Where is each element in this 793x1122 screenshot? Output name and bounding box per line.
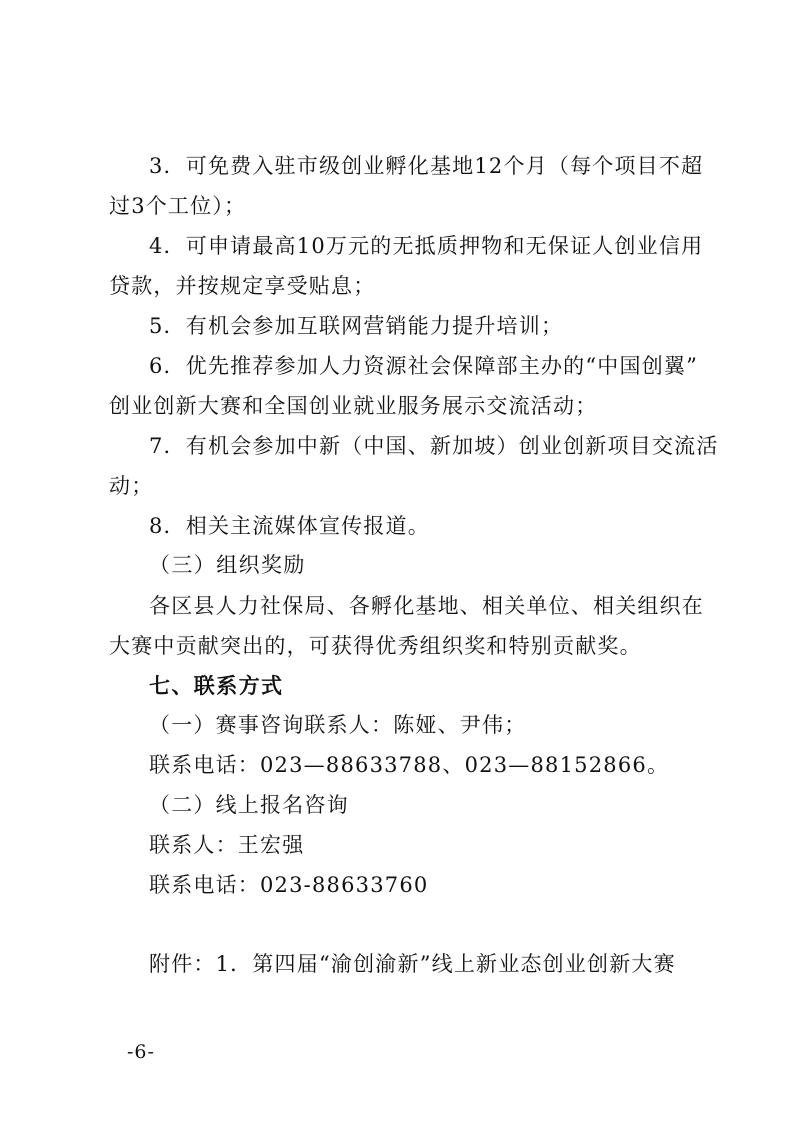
subheading-online-registration: （二）线上报名咨询 xyxy=(149,793,349,817)
online-contact-person: 联系人：王宏强 xyxy=(149,833,305,857)
organization-rewards-line-2: 大赛中贡献突出的，可获得优秀组织奖和特别贡献奖。 xyxy=(109,634,642,658)
item-4-line-2: 贷款，并按规定享受贴息； xyxy=(109,274,376,298)
subheading-organization-rewards: （三）组织奖励 xyxy=(149,553,306,577)
attachment-line: 附件：1．第四届“渝创渝新”线上新业态创业创新大赛 xyxy=(149,952,676,976)
item-8-line: 8．相关主流媒体宣传报道。 xyxy=(149,514,430,538)
online-contact-phone: 联系电话：023-88633760 xyxy=(149,873,429,897)
item-7-line-2: 动； xyxy=(109,474,154,498)
item-6-line-1: 6．优先推荐参加人力资源社会保障部主办的“中国创翼” xyxy=(149,354,699,378)
organization-rewards-line-1: 各区县人力社保局、各孵化基地、相关单位、相关组织在 xyxy=(149,594,704,618)
contact-phones: 联系电话：023—88633788、023—88152866。 xyxy=(149,753,670,777)
section-heading-contact: 七、联系方式 xyxy=(149,674,284,698)
item-5-line: 5．有机会参加互联网营销能力提升培训； xyxy=(149,314,564,338)
item-4-line-1: 4．可申请最高10万元的无抵质押物和无保证人创业信用 xyxy=(149,234,704,258)
item-3-line-1: 3．可免费入驻市级创业孵化基地12个月（每个项目不超 xyxy=(149,154,704,178)
item-7-line-1: 7．有机会参加中新（中国、新加坡）创业创新项目交流活 xyxy=(149,434,719,458)
item-6-line-2: 创业创新大赛和全国创业就业服务展示交流活动； xyxy=(109,394,598,418)
page-number: -6- xyxy=(127,1041,155,1063)
contact-persons: （一）赛事咨询联系人：陈娅、尹伟； xyxy=(149,713,527,737)
item-3-line-2: 过3个工位）； xyxy=(109,194,247,218)
